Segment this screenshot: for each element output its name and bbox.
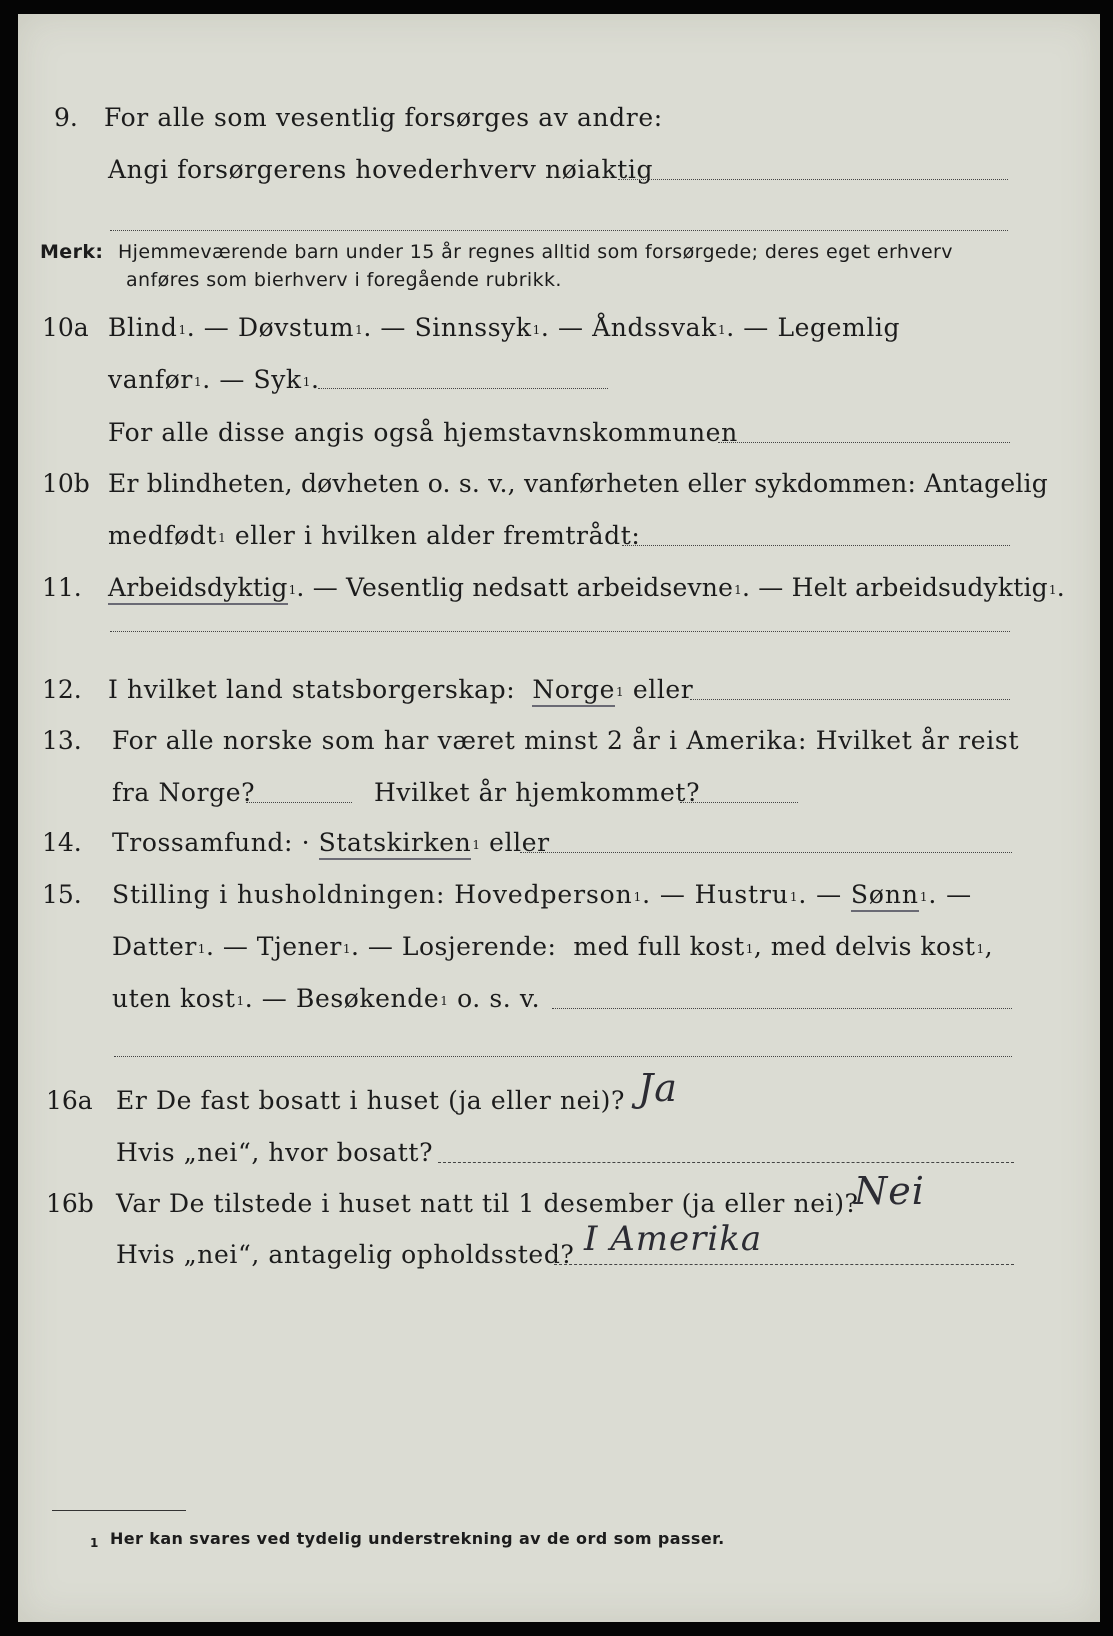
q13-line1: For alle norske som har været minst 2 år i Amerika: Hvilket år reist bbox=[112, 726, 1020, 755]
q16b-handwritten-answer: Nei bbox=[854, 1169, 925, 1213]
q13-number: 13. bbox=[42, 726, 82, 755]
q10b-line1: Er blindheten, døvheten o. s. v., vanførheten eller sykdommen: Antagelig bbox=[108, 469, 1048, 498]
q16a-bosatt-line[interactable] bbox=[438, 1162, 1014, 1163]
merk-line2: anføres som bierhverv i foregående rubrikk. bbox=[126, 269, 562, 291]
q10b-line2: medfødt$^1$ eller i hvilken alder fremtrådt: bbox=[108, 521, 641, 550]
q10a-number: 10a bbox=[42, 313, 89, 342]
q16a-handwritten-answer: Ja bbox=[638, 1066, 678, 1110]
footnote-text: Her kan svares ved tydelig understrekning av de ord som passer. bbox=[110, 1529, 725, 1548]
q10a-line1: Blind$^1$. — Døvstum$^1$. — Sinnssyk$^1$. — Åndssvak$^1$. — Legemlig bbox=[108, 313, 901, 342]
q12-answer-line[interactable] bbox=[690, 699, 1010, 700]
q13-hjemkommet-line[interactable] bbox=[680, 802, 798, 803]
q13-reist-line[interactable] bbox=[246, 802, 352, 803]
q13-hjemkommet: Hvilket år hjemkommet? bbox=[374, 778, 701, 807]
q9-line1: For alle som vesentlig forsørges av andre: bbox=[104, 103, 663, 132]
q11-answer-line[interactable] bbox=[110, 631, 1010, 632]
q16b-number: 16b bbox=[46, 1189, 94, 1218]
q15-answer-line-2[interactable] bbox=[114, 1056, 1012, 1057]
q16a-number: 16a bbox=[46, 1086, 93, 1115]
q16b-line1: Var De tilstede i huset natt til 1 desember (ja eller nei)? bbox=[116, 1189, 859, 1218]
footnote-mark: 1 bbox=[90, 1536, 99, 1550]
q12-line: I hvilket land statsborgerskap: Norge$^1$ eller bbox=[108, 675, 693, 705]
q10a-line3: For alle disse angis også hjemstavnskommunen bbox=[108, 418, 738, 447]
q10b-answer-line[interactable] bbox=[622, 545, 1010, 546]
merk-label: Merk: bbox=[40, 241, 104, 263]
q16b-opholdssted-line[interactable] bbox=[554, 1264, 1014, 1265]
q15-line3: uten kost$^1$. — Besøkende$^1$ o. s. v. bbox=[112, 984, 541, 1013]
q10a-line2: vanfør$^1$. — Syk$^1$. bbox=[108, 365, 320, 394]
q15-line1: Stilling i husholdningen: Hovedperson$^1$. — Hustru$^1$. — Sønn$^1$. — bbox=[112, 880, 972, 910]
q14-answer-line[interactable] bbox=[520, 852, 1012, 853]
q9-answer-line[interactable] bbox=[618, 179, 1008, 180]
q16b-handwritten-place: I Amerika bbox=[584, 1219, 763, 1259]
merk-line1: Hjemmeværende barn under 15 år regnes alltid som forsørgede; deres eget erhverv bbox=[118, 241, 953, 263]
q15-number: 15. bbox=[42, 880, 82, 909]
q9-line2: Angi forsørgerens hovederhverv nøiaktig bbox=[108, 155, 654, 184]
q10b-number: 10b bbox=[42, 469, 90, 498]
q10a-kommune-line[interactable] bbox=[718, 442, 1010, 443]
q9-number: 9. bbox=[54, 103, 78, 132]
q11-number: 11. bbox=[42, 573, 82, 602]
q16a-line1: Er De fast bosatt i huset (ja eller nei)? bbox=[116, 1086, 625, 1115]
census-form-page bbox=[18, 14, 1100, 1622]
q16a-line2: Hvis „nei“, hvor bosatt? bbox=[116, 1138, 434, 1167]
q12-number: 12. bbox=[42, 675, 82, 704]
q9-answer-line-2[interactable] bbox=[110, 230, 1008, 231]
q11-line: Arbeidsdyktig$^1$. — Vesentlig nedsatt arbeidsevne$^1$. — Helt arbeidsudyktig$^1$. bbox=[108, 573, 1065, 603]
q10a-syk-line[interactable] bbox=[318, 388, 608, 389]
q13-fra-norge: fra Norge? bbox=[112, 778, 256, 807]
q14-number: 14. bbox=[42, 828, 82, 857]
footnote-rule bbox=[52, 1510, 186, 1511]
q16b-line2: Hvis „nei“, antagelig opholdssted? bbox=[116, 1240, 575, 1269]
q15-answer-line[interactable] bbox=[552, 1008, 1012, 1009]
q14-line: Trossamfund: · Statskirken$^1$ eller bbox=[112, 828, 550, 858]
q15-line2: Datter$^1$. — Tjener$^1$. — Losjerende: med full kost$^1$, med delvis kost$^1$, bbox=[112, 932, 994, 961]
